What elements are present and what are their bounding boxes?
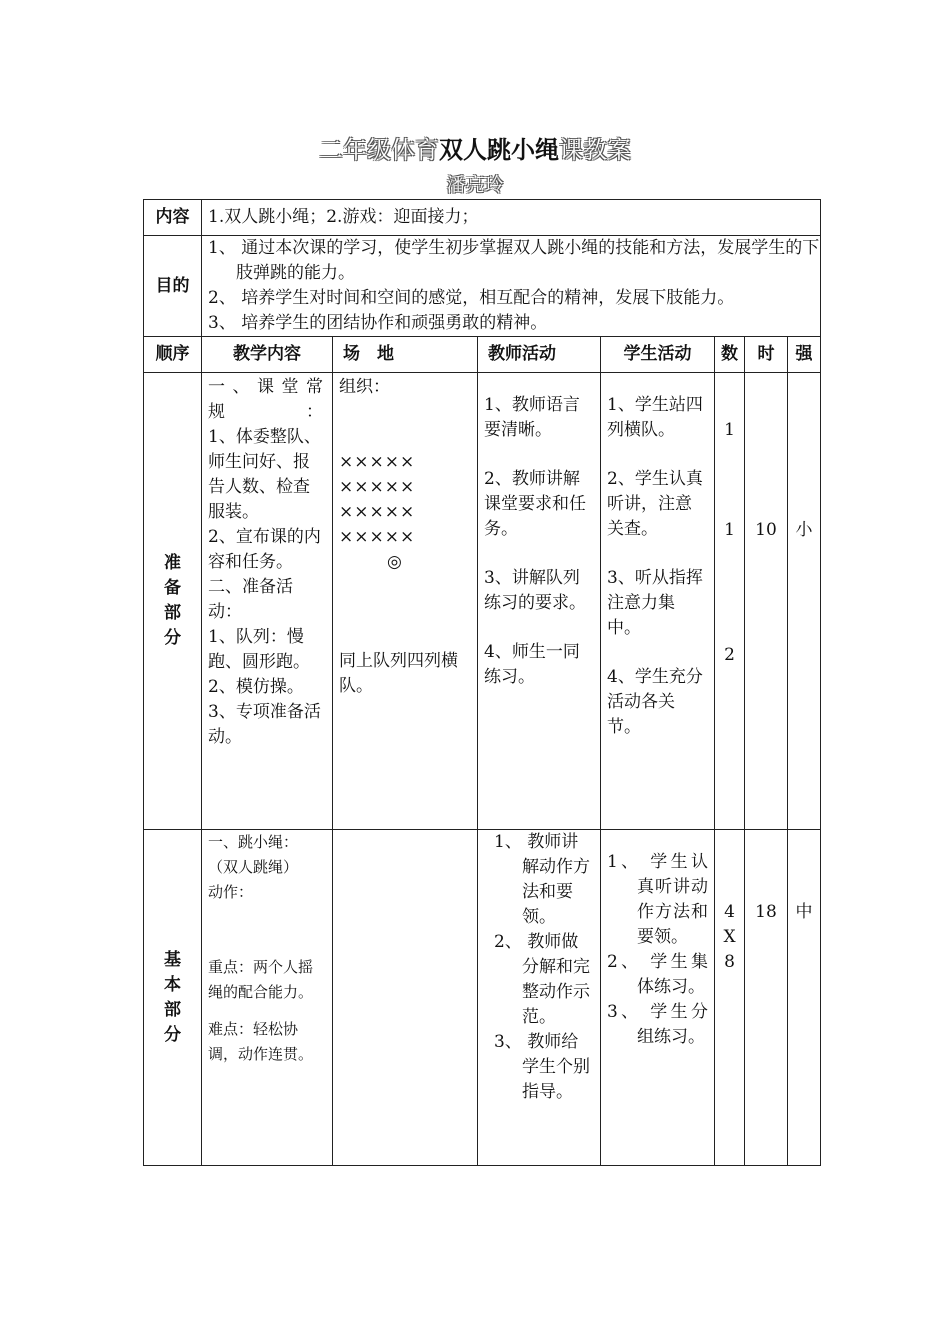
col-student: 学生活动 (601, 337, 715, 373)
prep-row (144, 373, 821, 830)
teacher-item: 1、 教师讲解动作方法和要领。 (494, 832, 590, 927)
basic-row (144, 830, 821, 1166)
column-header-row (144, 337, 821, 373)
student-item: 1、学生站四列横队。 (607, 395, 703, 440)
student-item: 2、学生认真听讲，注意关查。 (607, 469, 703, 539)
prep-teacher (478, 373, 601, 830)
goal-row (144, 236, 821, 337)
content-label: 内容 (144, 200, 202, 236)
formation-row: ××××× (339, 502, 416, 522)
venue-note: 同上队列四列横队。 (339, 651, 458, 696)
basic-content-line: 动作： (208, 883, 254, 901)
basic-content (202, 830, 333, 1166)
teacher-item: 3、 教师给学生个别指导。 (494, 1032, 590, 1102)
goal-label: 目的 (144, 236, 202, 337)
prep-time: 10 (745, 373, 788, 830)
prep-count: 1 1 2 (715, 373, 745, 830)
prep-content (202, 373, 333, 830)
student-item: 2、 学生集体练习。 (607, 952, 708, 997)
teacher-item: 2、 教师做分解和完整动作示范。 (494, 932, 590, 1027)
goal-item: 2、 培养学生对时间和空间的感觉，相互配合的精神，发展下肢能力。 (208, 288, 735, 308)
prep-venue (333, 373, 478, 830)
content-row (144, 200, 821, 236)
basic-teacher (478, 830, 601, 1166)
basic-intensity: 中 (788, 830, 821, 1166)
formation-row: ××××× (339, 477, 416, 497)
basic-time: 18 (745, 830, 788, 1166)
basic-content-line: 一、跳小绳： (208, 833, 299, 851)
student-item: 4、学生充分活动各关节。 (607, 667, 703, 737)
prep-content-line: 1、队列：慢跑、圆形跑。 (208, 627, 310, 672)
basic-section-label: 基 本 部 分 (144, 830, 202, 1166)
student-item: 1、 学生认真听讲动作方法和要领。 (607, 852, 708, 947)
title-grade: 二年级体育 (319, 136, 439, 164)
prep-content-line: 2、宣布课的内容和任务。 (208, 527, 321, 572)
prep-student (601, 373, 715, 830)
student-item: 3、听从指挥注意力集中。 (607, 568, 703, 638)
venue-title: 组织： (339, 377, 390, 397)
lesson-plan-table (143, 199, 821, 1166)
student-item: 3、 学生分组练习。 (607, 1002, 708, 1047)
prep-content-line: 1、体委整队、师生问好、报告人数、检查服装。 (208, 427, 321, 522)
formation-row: ××××× (339, 452, 416, 472)
prep-content-line: 2、模仿操。 (208, 677, 304, 697)
goal-list (202, 236, 821, 337)
basic-count: 4 X 8 (715, 830, 745, 1166)
teacher-item: 3、讲解队列练习的要求。 (484, 568, 586, 613)
basic-venue (333, 830, 478, 1166)
basic-content-line: （双人跳绳） (208, 858, 299, 876)
col-teacher: 教师活动 (478, 337, 601, 373)
prep-section-label: 准 备 部 分 (144, 373, 202, 830)
teacher-item: 2、教师讲解课堂要求和任务。 (484, 469, 586, 539)
col-intensity: 强 (788, 337, 821, 373)
difficulty-point: 难点：轻松协调，动作连贯。 (208, 1020, 314, 1063)
teacher-item: 4、师生一同练习。 (484, 642, 580, 687)
prep-intensity: 小 (788, 373, 821, 830)
col-order: 顺序 (144, 337, 202, 373)
title-topic: 双人跳小绳 (439, 135, 559, 164)
teacher-position-icon: ◎ (387, 552, 402, 572)
goal-item: 3、 培养学生的团结协作和顽强勇敢的精神。 (208, 313, 548, 333)
col-time: 时 (745, 337, 788, 373)
col-content: 教学内容 (202, 337, 333, 373)
title-suffix: 课教案 (559, 136, 631, 164)
prep-content-line: 3、专项准备活动。 (208, 702, 321, 747)
col-venue: 场 地 (333, 337, 478, 373)
prep-content-line: 二、准备活动： (208, 577, 293, 622)
key-point: 重点：两个人摇绳的配合能力。 (208, 958, 314, 1001)
author-name: 潘亮玲 (446, 174, 504, 196)
content-value: 1.双人跳小绳；2.游戏：迎面接力； (202, 200, 821, 236)
formation-row: ××××× (339, 527, 416, 547)
col-count: 数 (715, 337, 745, 373)
prep-content-line: 一、课堂常规： (208, 377, 323, 422)
page-title (0, 132, 950, 168)
teacher-item: 1、教师语言要清晰。 (484, 395, 580, 440)
goal-item: 1、 通过本次课的学习，使学生初步掌握双人跳小绳的技能和方法，发展学生的下肢弹跳的能力。 (208, 238, 820, 283)
basic-student (601, 830, 715, 1166)
